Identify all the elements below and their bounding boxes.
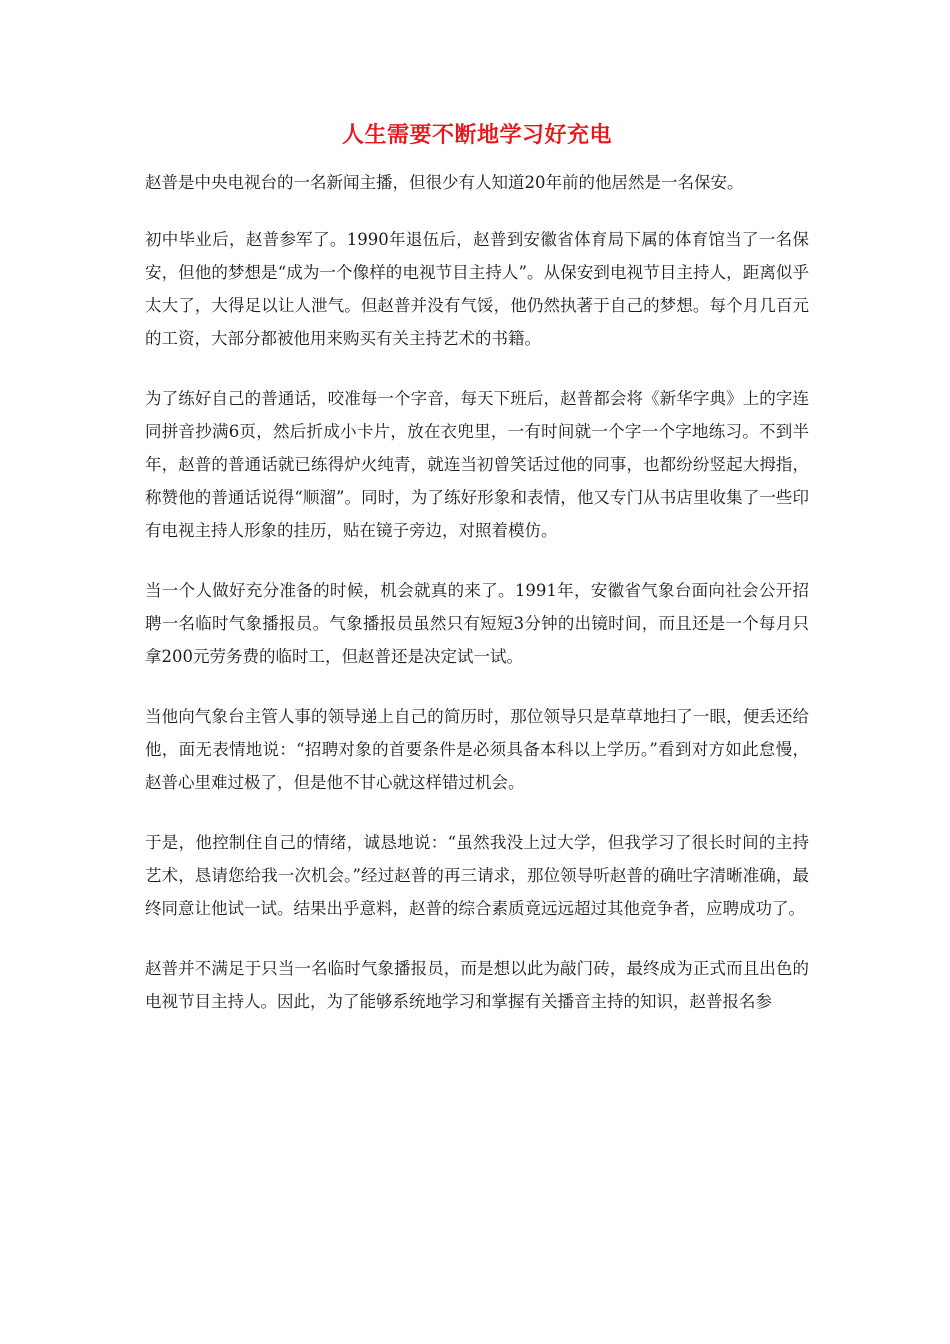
paragraph-4: 当一个人做好充分准备的时候，机会就真的来了。1991年，安徽省气象台面向社会公开招聘一名临时气象播报员。气象播报员虽然只有短短3分钟的出镜时间，而且还是一个每月只拿200元劳务费的临时工，但赵普还是决定试一试。 bbox=[145, 581, 809, 666]
paragraph-2: 初中毕业后，赵普参军了。1990年退伍后，赵普到安徽省体育局下属的体育馆当了一名保安，但他的梦想是“成为一个像样的电视节目主持人”。从保安到电视节目主持人，距离似乎太大了，大得足以让人泄气。但赵普并没有气馁，他仍然执著于自己的梦想。每个月几百元的工资，大部分都被他用来购买有关主持艺术的书籍。 bbox=[145, 230, 809, 348]
paragraph-6: 于是，他控制住自己的情绪，诚恳地说：“虽然我没上过大学，但我学习了很长时间的主持艺术，恳请您给我一次机会。”经过赵普的再三请求，那位领导听赵普的确吐字清晰准确，最终同意让他试一试。结果出乎意料，赵普的综合素质竟远远超过其他竞争者，应聘成功了。 bbox=[145, 833, 809, 918]
paragraph-7: 赵普并不满足于只当一名临时气象播报员，而是想以此为敲门砖，最终成为正式而且出色的电视节目主持人。因此，为了能够系统地学习和掌握有关播音主持的知识，赵普报名参 bbox=[145, 959, 809, 1011]
document-title: 人生需要不断地学习好充电 bbox=[341, 123, 612, 148]
document-page bbox=[145, 118, 809, 1045]
paragraph-3: 为了练好自己的普通话，咬准每一个字音，每天下班后，赵普都会将《新华字典》上的字连同拼音抄满6页，然后折成小卡片，放在衣兜里，一有时间就一个字一个字地练习。不到半年，赵普的普通话就已练得炉火纯青，就连当初曾笑话过他的同事，也都纷纷竖起大拇指，称赞他的普通话说得“顺溜”。同时，为了练好形象和表情，他又专门从书店里收集了一些印有电视主持人形象的挂历，贴在镜子旁边，对照着模仿。 bbox=[145, 389, 809, 540]
paragraph-5: 当他向气象台主管人事的领导递上自己的简历时，那位领导只是草草地扫了一眼，便丢还给他，面无表情地说：“招聘对象的首要条件是必须具备本科以上学历。”看到对方如此怠慢，赵普心里难过极了，但是他不甘心就这样错过机会。 bbox=[145, 707, 809, 792]
paragraph-1: 赵普是中央电视台的一名新闻主播，但很少有人知道20年前的他居然是一名保安。 bbox=[145, 173, 744, 192]
